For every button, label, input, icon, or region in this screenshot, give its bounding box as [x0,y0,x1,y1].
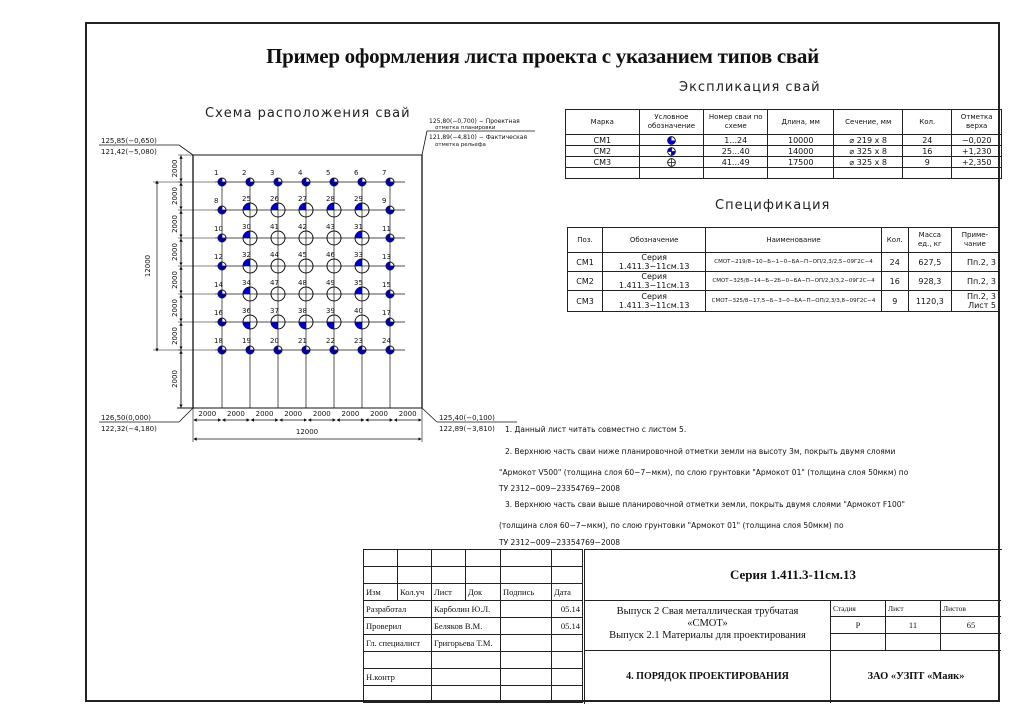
col-header: Кол. [903,110,952,135]
svg-text:29: 29 [354,195,363,203]
general-notes [499,419,908,549]
role-cell [364,652,432,669]
note-line: Пп.2, 3 [966,292,996,301]
symbol-cell [639,146,704,157]
sheets-label: Листов [941,600,1002,617]
mass-cell: 1120,3 [908,291,951,312]
svg-text:41: 41 [270,223,279,231]
corner-top-right-actual-level: 121,89(−4,810) − Фактическая [429,134,528,141]
pile-36 [242,307,257,329]
description-line: Выпуск 2 Свая металлическая трубчатая [616,606,799,617]
col-header: Кол. [881,228,908,253]
qty-cell: 24 [903,135,952,146]
svg-text:31: 31 [354,223,363,231]
pile-15 [382,281,394,298]
svg-text:6: 6 [354,169,359,177]
svg-text:42: 42 [298,223,307,231]
pile-41 [270,223,285,245]
svg-text:2000: 2000 [171,271,179,289]
pile-2 [242,169,254,186]
pile-24 [382,337,394,354]
svg-text:2000: 2000 [312,410,331,418]
pile-16 [214,309,226,326]
mark-cell: CM1 [566,135,640,146]
col-header: Отметка верха [952,110,1002,135]
svg-text:3: 3 [270,169,275,177]
svg-text:43: 43 [326,223,335,231]
svg-text:7: 7 [382,169,387,177]
col-header: Условное обозначение [639,110,704,135]
col-header: Изм [364,584,398,601]
svg-text:40: 40 [354,307,363,315]
svg-text:24: 24 [382,337,391,345]
svg-text:12000: 12000 [144,254,152,278]
note-line: ТУ 2312−009−23354769−2008 [499,537,621,547]
pile-31 [354,223,369,245]
mass-cell: 928,3 [908,272,951,291]
pile-3 [270,169,282,186]
pile-5 [326,169,338,186]
svg-text:2: 2 [242,169,247,177]
pile-27 [298,195,313,217]
sheet-value: 11 [886,617,941,634]
role-cell: Разработал [364,601,432,618]
col-header: Подпись [501,584,552,601]
svg-text:32: 32 [242,251,251,259]
corner-top-right-actual-note: отметка рельефа [435,142,486,148]
note-cell: Пп.2, 3 [951,253,998,272]
stage-label: Стадия [831,600,886,617]
svg-text:22: 22 [326,337,335,345]
name-cell: Беляков В.М. [432,618,501,635]
pile-11 [382,225,394,242]
note-line: (толщина слоя 60−7−мкм), по слою грунтовки "Армокот 01" (толщина слоя 50мкм) по [499,521,844,530]
svg-text:1: 1 [214,169,219,177]
level-cell: +1,230 [952,146,1002,157]
svg-text:15: 15 [382,281,391,289]
svg-text:27: 27 [298,195,307,203]
corner-bottom-right-actual-level: 122,89(−3,810) [439,425,495,433]
pile-32 [242,251,257,273]
pile-45 [298,251,313,273]
section-cell: ⌀ 325 x 8 [834,146,903,157]
corner-bottom-left-design-level: 126,50(0,000) [101,414,151,422]
mark-cell: CM2 [566,146,640,157]
pile-17 [382,309,394,326]
numbers-cell: 1...24 [704,135,768,146]
stage-value: Р [831,617,886,634]
designation-cell: Серия 1.411.3−11см.13 [603,253,706,272]
note-line: 3. Верхнюю часть сваи выше планировочной отметки земли, покрыть двумя слоями "Армокот F100" [505,499,905,509]
pile-layout-plan [87,24,557,444]
name-cell: Григорьева Т.М. [432,635,501,652]
pile-cm1-symbol-icon [667,136,676,145]
note-line: 2. Верхнюю часть сваи ниже планировочной отметки земли на высоту 3м, покрыть двумя слоями [505,446,896,456]
numbers-cell: 41...49 [704,157,768,168]
revision-table [363,549,583,703]
role-cell: Н.контр [364,669,432,686]
symbol-cell [639,135,704,146]
svg-text:2000: 2000 [227,410,245,418]
explication-table [565,109,1002,179]
svg-text:47: 47 [270,279,279,287]
note-line: Лист 5 [968,301,996,310]
mass-cell: 627,5 [908,253,951,272]
col-header: Дата [552,584,583,601]
col-header: Кол.уч [398,584,432,601]
note-cell [951,291,998,312]
svg-text:18: 18 [214,337,223,345]
col-header: Наименование [706,228,881,253]
date-cell: 05.14 [552,618,583,635]
pile-39 [326,307,341,329]
level-cell: +2,350 [952,157,1002,168]
svg-text:35: 35 [354,279,363,287]
svg-text:28: 28 [326,195,335,203]
svg-text:20: 20 [270,337,279,345]
pos-cell: CM3 [568,291,603,312]
qty-cell: 9 [881,291,908,312]
section-title: 4. ПОРЯДОК ПРОЕКТИРОВАНИЯ [585,651,831,703]
pile-30 [242,223,257,245]
col-header: Номер сваи по схеме [704,110,768,135]
svg-text:12: 12 [214,253,223,261]
col-header: Сечение, мм [834,110,903,135]
corner-top-right-design-note: отметка планировки [435,125,496,131]
corner-top-left-design-level: 125,85(−0,650) [101,137,157,145]
table-row-empty [566,168,1002,179]
table-row [568,272,999,291]
pile-33 [354,251,369,273]
table-row [566,146,1002,157]
pile-22 [326,337,338,354]
svg-text:2000: 2000 [341,410,360,418]
pile-25 [242,195,257,217]
svg-text:48: 48 [298,279,307,287]
svg-text:2000: 2000 [370,410,388,418]
pile-35 [354,279,369,301]
pile-19 [242,337,254,354]
svg-text:16: 16 [214,309,223,317]
series-title: Серия 1.411.3-11см.13 [585,550,1001,601]
qty-cell: 16 [881,272,908,291]
page-title: Пример оформления листа проекта с указанием типов свай [266,44,819,68]
pile-42 [298,223,313,245]
description-line: «СМОТ» [687,618,728,629]
svg-text:2000: 2000 [171,370,179,388]
svg-text:46: 46 [326,251,335,259]
pile-14 [214,281,226,298]
svg-text:21: 21 [298,337,307,345]
col-header: Док [466,584,501,601]
date-cell: 05.14 [552,601,583,618]
pile-40 [354,307,369,329]
length-cell: 10000 [768,135,834,146]
designation-cell: Серия 1.411.3−11см.13 [603,272,706,291]
qty-cell: 24 [881,253,908,272]
table-row [566,157,1002,168]
pile-43 [326,223,341,245]
name-cell: СМОТ−219/8−10−Б−1−0−БА−П−ОП/2,3/2,5−09Г2С−4 [706,253,881,272]
svg-text:2000: 2000 [255,410,274,418]
note-cell: Пп.2, 3 [951,272,998,291]
col-header: Длина, мм [768,110,834,135]
pile-44 [270,251,285,273]
qty-cell: 16 [903,146,952,157]
svg-text:26: 26 [270,195,279,203]
table-row [568,253,999,272]
svg-text:17: 17 [382,309,391,317]
svg-text:2000: 2000 [171,299,179,317]
title-block-main [584,549,1002,704]
svg-text:39: 39 [326,307,335,315]
level-cell: −0,020 [952,135,1002,146]
description-line: Выпуск 2.1 Материалы для проектирования [609,630,806,641]
length-cell: 14000 [768,146,834,157]
qty-cell: 9 [903,157,952,168]
specification-title: Спецификация [715,198,831,213]
specification-table [567,227,999,312]
svg-text:49: 49 [326,279,335,287]
svg-text:2000: 2000 [171,243,179,261]
pile-1 [214,169,226,186]
company-name: ЗАО «УЗПТ «Маяк» [867,671,965,682]
plan-title: Схема расположения свай [205,106,411,121]
corner-top-left-actual-level: 121,42(−5,080) [101,148,157,156]
svg-text:5: 5 [326,169,331,177]
svg-text:44: 44 [270,251,279,259]
stage-sheet-table [831,600,1001,651]
pile-7 [382,169,394,186]
svg-text:2000: 2000 [171,159,179,178]
sheet-label: Лист [886,600,941,617]
col-header: Поз. [568,228,603,253]
svg-text:2000: 2000 [171,187,179,205]
col-header: Марка [566,110,640,135]
svg-text:10: 10 [214,225,223,233]
svg-text:25: 25 [242,195,251,203]
corner-bottom-right-design-level: 125,40(−0,100) [439,414,495,422]
col-header: Приме- чание [951,228,998,253]
description [585,600,831,651]
svg-text:13: 13 [382,253,391,261]
role-cell: Гл. специалист [364,635,432,652]
svg-text:2000: 2000 [398,410,417,418]
svg-text:36: 36 [242,307,251,315]
sheets-value: 65 [941,617,1002,634]
svg-text:34: 34 [242,279,251,287]
svg-text:2000: 2000 [284,410,303,418]
svg-text:9: 9 [382,197,387,205]
section-cell: ⌀ 219 x 8 [834,135,903,146]
date-cell [552,635,583,652]
pile-46 [326,251,341,273]
svg-text:33: 33 [354,251,363,259]
pile-cm2-symbol-icon [667,147,676,156]
pile-8 [214,197,226,214]
pile-29 [354,195,369,217]
pile-4 [298,169,310,186]
name-cell: СМОТ−325/8−14−Б−2Б−0−БА−П−ОП/2,3/3,2−09Г2С−4 [706,272,881,291]
col-header: Обозначение [603,228,706,253]
col-header: Масса ед., кг [908,228,951,253]
table-row [568,291,999,312]
pile-cm3-symbol-icon [667,158,676,167]
pile-47 [270,279,285,301]
svg-text:14: 14 [214,281,223,289]
pile-13 [382,253,394,270]
svg-text:2000: 2000 [171,327,179,345]
svg-text:2000: 2000 [198,410,217,418]
svg-text:12000: 12000 [295,428,319,436]
mark-cell: CM3 [566,157,640,168]
col-header: Лист [432,584,466,601]
name-cell: Карболин Ю.Л. [432,601,501,618]
pile-21 [298,337,310,354]
pile-34 [242,279,257,301]
pile-20 [270,337,282,354]
name-cell: СМОТ−325/8−17,5−Б−3−0−БА−П−ОП/2,3/3,8−09Г2С−4 [706,291,881,312]
pile-49 [326,279,341,301]
svg-text:45: 45 [298,251,307,259]
pile-38 [298,307,313,329]
note-line: ТУ 2312−009−23354769−2008 [499,483,621,493]
drawing-sheet [85,22,1000,702]
note-line: 1. Данный лист читать совместно с листом 5. [505,425,687,434]
pile-28 [326,195,341,217]
numbers-cell: 25...40 [704,146,768,157]
svg-text:23: 23 [354,337,363,345]
symbol-cell [639,157,704,168]
pile-18 [214,337,226,354]
svg-text:38: 38 [298,307,307,315]
svg-text:8: 8 [214,197,219,205]
note-line: "Армокот V500" (толщина слоя 60−7−мкм), по слою грунтовки "Армокот 01" (толщина слоя 50мкм) по [499,468,909,477]
svg-text:11: 11 [382,225,391,233]
corner-bottom-left-actual-level: 122,32(−4,180) [101,425,157,433]
svg-text:4: 4 [298,169,303,177]
length-cell: 17500 [768,157,834,168]
pile-6 [354,169,366,186]
corner-top-right-design-level: 125,80(−0,700) − Проектная [429,118,520,125]
pile-26 [270,195,285,217]
svg-text:30: 30 [242,223,251,231]
pile-48 [298,279,313,301]
pile-23 [354,337,366,354]
svg-text:19: 19 [242,337,251,345]
pile-37 [270,307,285,329]
svg-text:37: 37 [270,307,279,315]
pile-12 [214,253,226,270]
designation-cell: Серия 1.411.3−11см.13 [603,291,706,312]
pos-cell: CM2 [568,272,603,291]
pile-10 [214,225,226,242]
section-cell: ⌀ 325 x 8 [834,157,903,168]
pile-9 [382,197,394,214]
role-cell: Проверил [364,618,432,635]
table-row [566,135,1002,146]
svg-text:2000: 2000 [171,215,179,233]
pos-cell: CM1 [568,253,603,272]
explication-title: Экспликация свай [679,80,821,95]
